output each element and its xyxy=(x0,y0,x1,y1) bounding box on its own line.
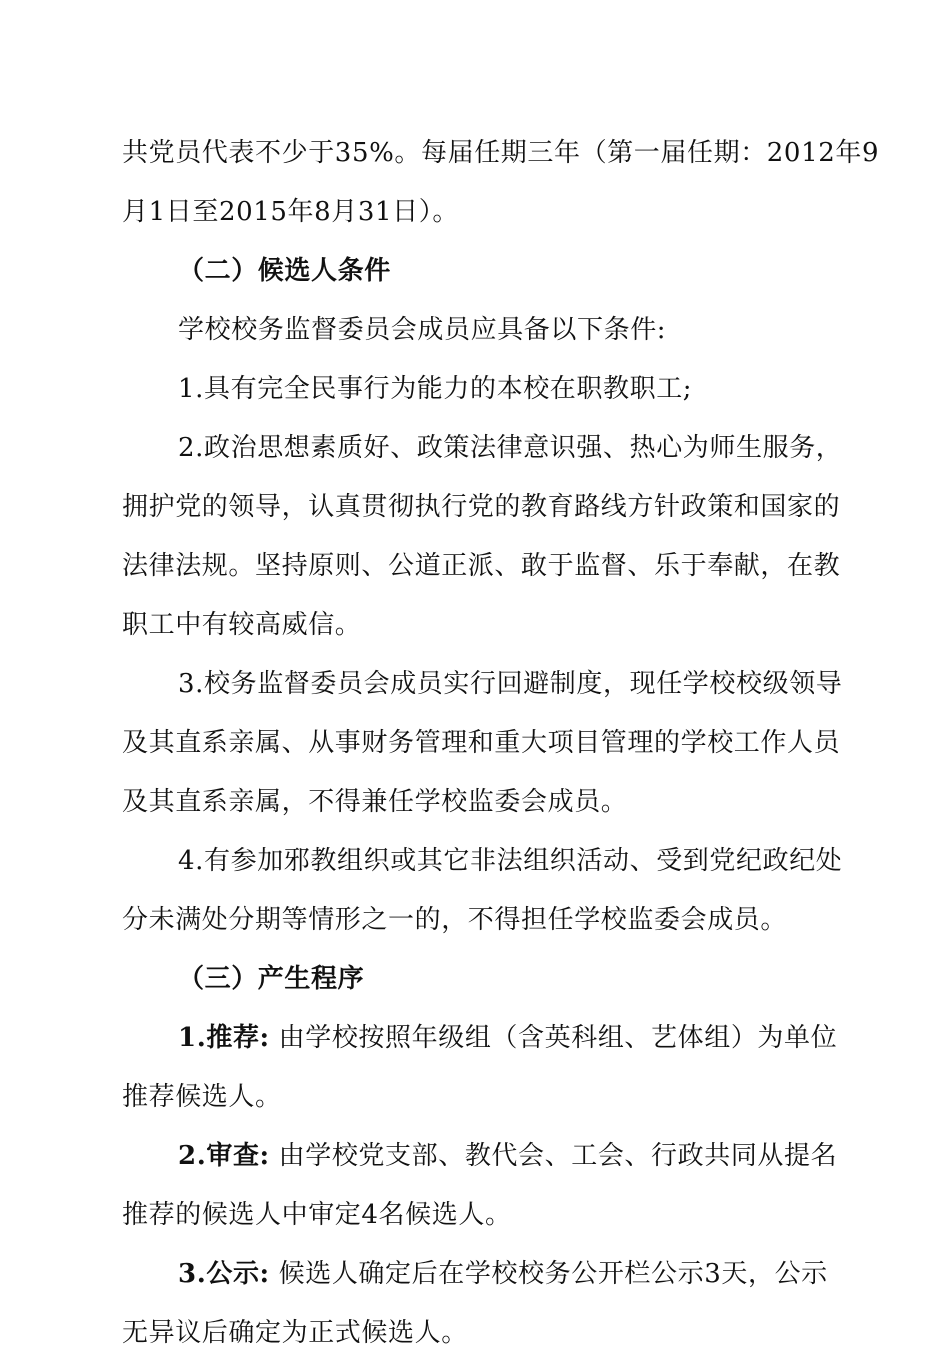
list-item: 1.具有完全民事行为能力的本校在职教职工; xyxy=(178,374,693,404)
text-line: 学校校务监督委员会成员应具备以下条件: xyxy=(178,315,667,345)
step-text: 由学校党支部、教代会、工会、行政共同从提名 xyxy=(278,1141,838,1171)
text-line: 推荐候选人。 xyxy=(122,1082,282,1112)
list-item: 2.政治思想素质好、政策法律意识强、热心为师生服务， xyxy=(178,433,843,463)
step-label: 2.审查: xyxy=(178,1141,270,1171)
text-line: 无异议后确定为正式候选人。 xyxy=(122,1318,468,1348)
step-item xyxy=(122,1245,828,1304)
text-line: 法律法规。坚持原则、公道正派、敢于监督、乐于奉献，在教 xyxy=(122,551,841,581)
list-item: 4.有参加邪教组织或其它非法组织活动、受到党纪政纪处 xyxy=(178,846,843,876)
text-line: 职工中有较高威信。 xyxy=(122,610,362,640)
text-line: 及其直系亲属，不得兼任学校监委会成员。 xyxy=(122,787,628,817)
text-line: 及其直系亲属、从事财务管理和重大项目管理的学校工作人员 xyxy=(122,728,841,758)
text-line: 分未满处分期等情形之一的，不得担任学校监委会成员。 xyxy=(122,905,788,935)
section-heading: （三）产生程序 xyxy=(178,964,365,994)
section-heading: （二）候选人条件 xyxy=(178,256,391,286)
text-line: 月1日至2015年8月31日）。 xyxy=(122,197,459,227)
step-text: 候选人确定后在学校校务公开栏公示3天，公示 xyxy=(278,1259,828,1289)
text-line: 共党员代表不少于35%。每届任期三年（第一届任期：2012年9 xyxy=(122,138,880,168)
step-label: 1.推荐: xyxy=(178,1023,270,1053)
text-line: 推荐的候选人中审定4名候选人。 xyxy=(122,1200,512,1230)
text-line: 拥护党的领导，认真贯彻执行党的教育路线方针政策和国家的 xyxy=(122,492,841,522)
document-body xyxy=(122,124,880,1363)
step-item xyxy=(122,1009,838,1068)
step-text: 由学校按照年级组（含英科组、艺体组）为单位 xyxy=(278,1023,838,1053)
step-item xyxy=(122,1127,838,1186)
step-label: 3.公示: xyxy=(178,1259,270,1289)
list-item: 3.校务监督委员会成员实行回避制度，现任学校校级领导 xyxy=(178,669,843,699)
